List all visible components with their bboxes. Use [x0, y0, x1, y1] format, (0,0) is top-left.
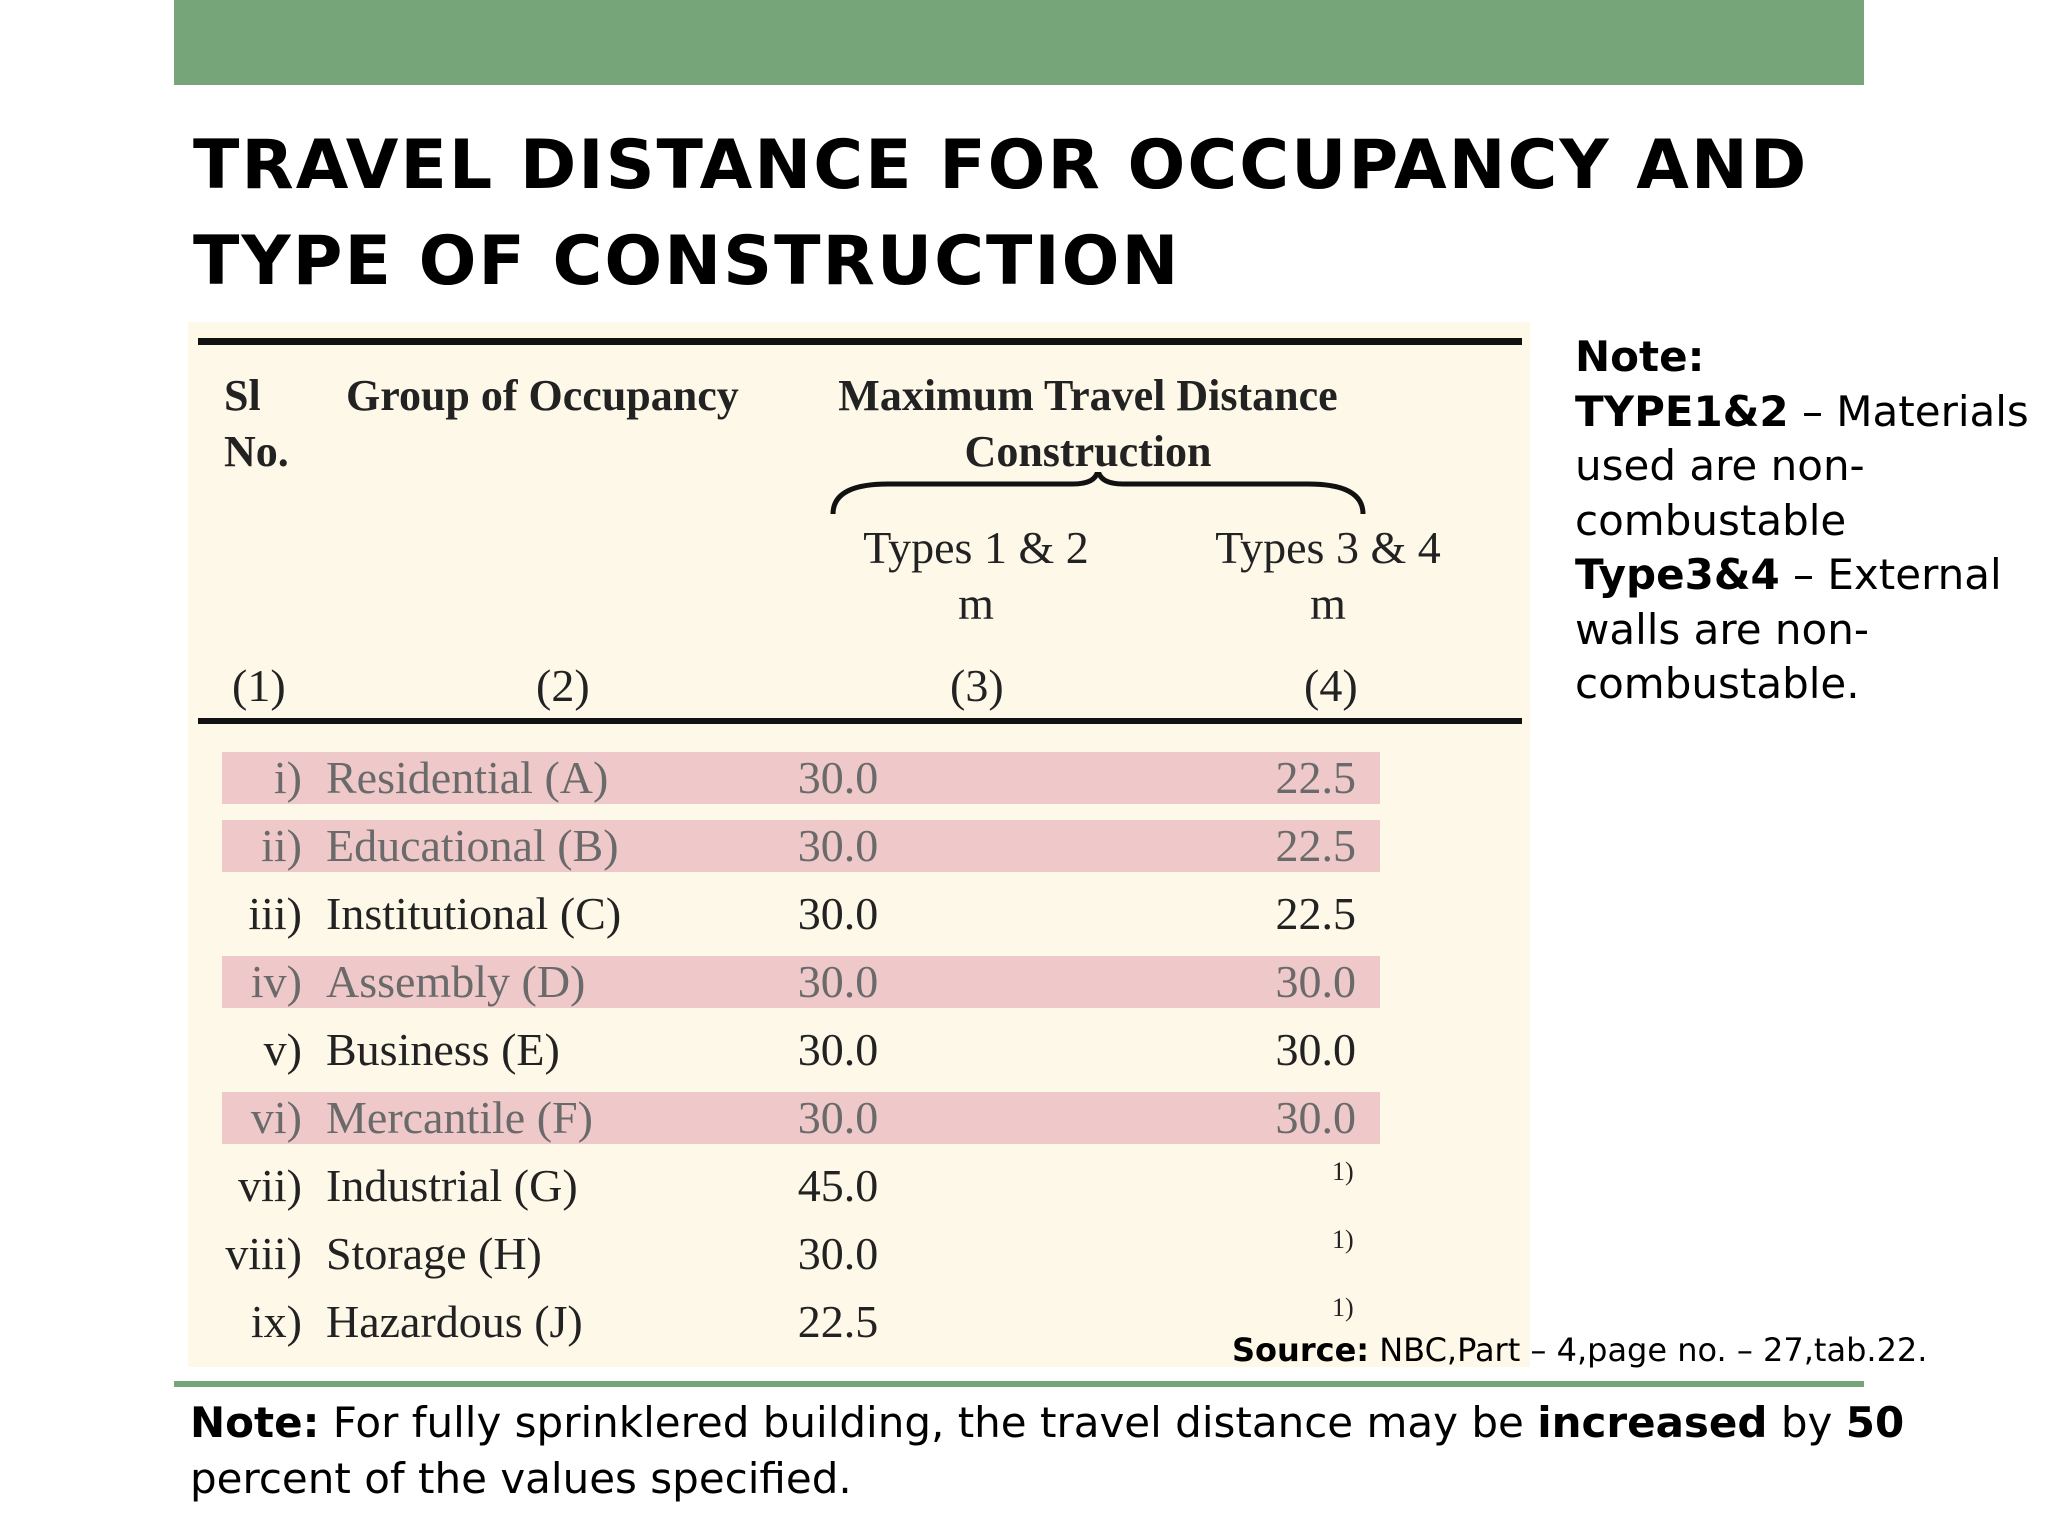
- cell-occupancy: Business (E): [326, 1024, 560, 1075]
- header-max-travel-distance: [838, 368, 1338, 480]
- type12-text: – Materials used are non-combustable: [1575, 386, 2029, 545]
- slide-title: TRAVEL DISTANCE FOR OCCUPANCY AND TYPE OF CONSTRUCTION: [193, 126, 1809, 301]
- cell-sl: iv): [250, 956, 302, 1007]
- table-row: [222, 820, 1380, 872]
- cell-type12: 30.0: [797, 752, 879, 803]
- cell-footnote: 1): [1332, 1157, 1354, 1186]
- source-text: NBC,Part – 4,page no. – 27,tab.22.: [1369, 1331, 1928, 1369]
- type34-text: – External walls are non-combustable.: [1575, 550, 2002, 708]
- cell-type34: 30.0: [1275, 1024, 1356, 1075]
- types-1-2-label: Types 1 & 2: [863, 522, 1089, 573]
- travel-distance-table: [188, 322, 1530, 1367]
- cell-footnote: 1): [1332, 1293, 1354, 1322]
- types-3-4-unit: m: [1310, 578, 1346, 629]
- type12-label: TYPE1&2: [1575, 386, 1789, 436]
- cell-type34: 30.0: [1275, 956, 1356, 1007]
- bottom-note-text3: percent of the values specified.: [190, 1454, 852, 1503]
- table-row: [222, 1157, 1380, 1212]
- cell-occupancy: Industrial (G): [326, 1160, 578, 1211]
- column-number: (1): [232, 660, 286, 711]
- cell-type12: 45.0: [797, 1160, 879, 1211]
- cell-sl: i): [273, 752, 302, 803]
- cell-sl: ii): [261, 820, 302, 871]
- column-number: (2): [536, 660, 590, 711]
- table-row: [222, 956, 1380, 1008]
- cell-occupancy: Residential (A): [326, 752, 609, 803]
- construction-type-note: [1575, 330, 2035, 712]
- table-row: [222, 1092, 1380, 1144]
- cell-type12: 30.0: [797, 956, 879, 1007]
- table-row: [222, 752, 1380, 804]
- column-number: (4): [1304, 660, 1358, 711]
- sprinkler-note: [190, 1395, 1940, 1507]
- cell-type12: 30.0: [797, 1228, 879, 1279]
- cell-occupancy: Institutional (C): [326, 888, 622, 939]
- header-types-3-4: [1188, 520, 1468, 632]
- bottom-note-text1: For fully sprinklered building, the travel distance may be: [319, 1398, 1538, 1447]
- cell-type12: 30.0: [797, 1092, 879, 1143]
- table-row: [222, 1225, 1380, 1280]
- table-top-rule: [198, 338, 1522, 345]
- cell-sl: iii): [248, 888, 302, 939]
- cell-type34: 22.5: [1275, 820, 1356, 871]
- bottom-note-label: Note:: [190, 1398, 320, 1447]
- cell-type34: 30.0: [1275, 1092, 1356, 1143]
- cell-type12: 30.0: [797, 820, 879, 871]
- cell-occupancy: Hazardous (J): [326, 1296, 583, 1347]
- cell-type12: 30.0: [797, 888, 879, 939]
- bottom-note-bold1: increased: [1537, 1398, 1768, 1447]
- cell-occupancy: Assembly (D): [326, 956, 586, 1007]
- header-group-of-occupancy: Group of Occupancy: [346, 371, 739, 420]
- cell-type12: 30.0: [797, 1024, 879, 1075]
- cell-type34: 22.5: [1275, 752, 1356, 803]
- header-max-line1: Maximum Travel Distance: [838, 371, 1338, 420]
- source-label: Source:: [1232, 1331, 1370, 1369]
- cell-sl: vi): [250, 1092, 302, 1143]
- header-max-line2: Construction: [964, 427, 1212, 476]
- table-header-rule: [198, 718, 1522, 724]
- cell-occupancy: Mercantile (F): [326, 1092, 593, 1143]
- side-note-heading: Note:: [1575, 332, 1705, 381]
- header-sl-no: Sl No.: [224, 371, 289, 476]
- table-row: [222, 888, 1380, 940]
- types-3-4-label: Types 3 & 4: [1215, 522, 1441, 573]
- types-1-2-unit: m: [958, 578, 994, 629]
- bottom-divider: [174, 1381, 1864, 1387]
- header-types-1-2: [836, 520, 1116, 632]
- source-citation: [1232, 1330, 1927, 1370]
- cell-type34: 22.5: [1275, 888, 1356, 939]
- table-row: [222, 1293, 1380, 1348]
- bottom-note-text2: by: [1767, 1398, 1846, 1447]
- cell-sl: vii): [238, 1160, 302, 1211]
- cell-footnote: 1): [1332, 1225, 1354, 1254]
- curly-brace-icon: [828, 472, 1368, 522]
- cell-occupancy: Storage (H): [326, 1228, 542, 1279]
- bottom-note-bold2: 50: [1845, 1398, 1905, 1447]
- top-accent-band: [174, 0, 1864, 85]
- cell-type12: 22.5: [797, 1296, 879, 1347]
- column-number: (3): [950, 660, 1004, 711]
- type34-label: Type3&4: [1575, 550, 1780, 599]
- cell-sl: ix): [250, 1296, 302, 1347]
- cell-sl: viii): [225, 1228, 302, 1279]
- cell-occupancy: Educational (B): [326, 820, 619, 871]
- cell-sl: v): [263, 1024, 302, 1075]
- table-row: [222, 1024, 1380, 1076]
